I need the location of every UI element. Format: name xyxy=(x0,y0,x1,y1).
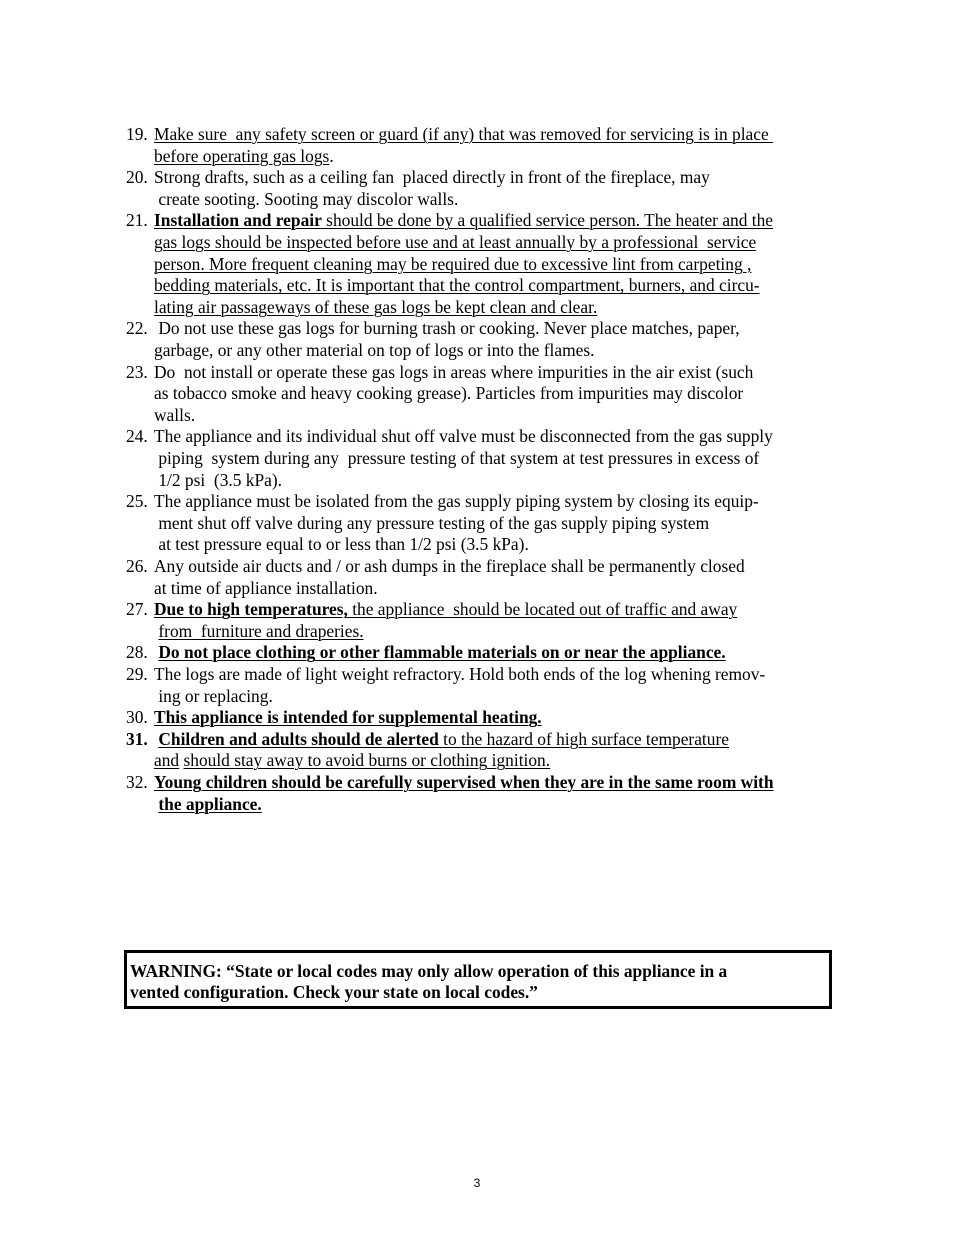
text-segment: Do not install or operate these gas logs in areas where impurities in the air exist (such xyxy=(154,361,754,382)
item-number: 20. xyxy=(126,167,148,188)
item-number: 24. xyxy=(126,426,148,447)
item-text-line xyxy=(154,318,740,339)
item-number: 28. xyxy=(126,642,148,663)
text-segment: as tobacco smoke and heavy cooking grease). Particles from impurities may discolor xyxy=(154,383,744,404)
item-text-line xyxy=(154,362,753,383)
text-segment: . xyxy=(329,145,334,166)
text-segment: should stay away to avoid burns or clothing ignition. xyxy=(183,750,551,771)
item-number: 26. xyxy=(126,556,148,576)
item-text-line xyxy=(154,750,550,771)
text-segment: person. More frequent cleaning may be required due to excessive lint from carpeting , xyxy=(154,253,752,274)
item-number: 25. xyxy=(126,491,148,512)
item-text-line xyxy=(154,794,262,815)
item-text-line xyxy=(154,707,542,728)
item-text-line xyxy=(154,599,737,620)
item-number: 32. xyxy=(126,772,148,792)
text-segment: lating air passageways of these gas logs be kept clean and clear. xyxy=(154,296,598,317)
item-text-line xyxy=(154,297,597,318)
item-text-line xyxy=(154,729,729,750)
text-segment: The appliance must be isolated from the gas supply piping system by closing its equip- xyxy=(154,491,759,512)
text-segment: Due to high temperatures, xyxy=(154,599,348,620)
text-segment: Make sure any safety screen or guard (if any) that was removed for servicing is in place xyxy=(154,124,774,144)
item-text-line xyxy=(154,383,743,404)
text-segment: Children and adults should de alerted xyxy=(158,728,439,749)
text-segment: 1/2 psi (3.5 kPa). xyxy=(154,469,283,490)
item-text-line xyxy=(154,556,745,577)
text-segment: should be done by a qualified service person. The heater and the xyxy=(321,210,774,231)
text-segment: This appliance is intended for supplemental heating. xyxy=(154,707,542,728)
item-text-line xyxy=(154,491,759,512)
item-text-line xyxy=(154,621,364,642)
item-text-line xyxy=(154,642,726,663)
text-segment: from furniture and draperies. xyxy=(158,620,364,641)
text-segment: garbage, or any other material on top of logs or into the flames. xyxy=(154,340,595,360)
item-text-line xyxy=(154,254,751,275)
warning-line-1: WARNING: “State or local codes may only allow operation of this appliance in a xyxy=(130,961,728,981)
text-segment: at test pressure equal to or less than 1/2 psi (3.5 kPa). xyxy=(154,534,529,555)
text-segment: ing or replacing. xyxy=(154,685,273,706)
item-text-line xyxy=(154,189,458,210)
item-text-line xyxy=(154,167,710,188)
text-segment: the appliance. xyxy=(158,793,262,814)
text-segment: gas logs should be inspected before use and at least annually by a professional service xyxy=(154,232,757,252)
item-text-line xyxy=(154,340,594,361)
item-text-line xyxy=(154,686,273,707)
page-number: 3 xyxy=(473,1176,481,1190)
text-segment: the appliance should be located out of traffic and away xyxy=(347,599,738,620)
text-segment: walls. xyxy=(154,404,196,425)
text-segment: create sooting. Sooting may discolor walls. xyxy=(154,188,459,209)
text-segment: Strong drafts, such as a ceiling fan placed directly in front of the fireplace, may xyxy=(154,167,710,188)
item-text-line xyxy=(154,664,765,685)
text-segment: The logs are made of light weight refractory. Hold both ends of the log whening remov- xyxy=(154,664,766,684)
text-segment: Young children should be carefully supervised when they are in the same room with xyxy=(154,772,774,792)
item-text-line xyxy=(154,275,760,296)
item-number: 23. xyxy=(126,361,148,382)
item-number: 31. xyxy=(126,728,148,749)
item-text-line xyxy=(154,534,529,555)
item-text-line xyxy=(154,124,773,145)
text-segment: bedding materials, etc. It is important that the control compartment, burners, and circu- xyxy=(154,275,760,296)
item-text-line xyxy=(154,772,774,793)
item-number: 30. xyxy=(126,707,148,728)
item-text-line xyxy=(154,448,759,469)
text-segment: piping system during any pressure testing of that system at test pressures in excess of xyxy=(154,448,760,468)
item-number: 29. xyxy=(126,664,148,684)
text-segment: and xyxy=(154,750,180,771)
item-text-line xyxy=(154,513,709,534)
text-segment: to the hazard of high surface temperature xyxy=(438,728,729,749)
text-segment: before operating gas logs xyxy=(154,145,330,166)
item-text-line xyxy=(154,210,773,231)
text-segment: ment shut off valve during any pressure testing of the gas supply piping system xyxy=(154,512,710,533)
item-number: 27. xyxy=(126,599,148,620)
item-text-line xyxy=(154,470,282,491)
item-text-line xyxy=(154,146,334,167)
item-number: 19. xyxy=(126,124,148,144)
item-number: 22. xyxy=(126,318,148,339)
warning-box xyxy=(124,950,832,1009)
item-text-line xyxy=(154,426,773,447)
text-segment: Do not use these gas logs for burning trash or cooking. Never place matches, paper, xyxy=(154,318,740,339)
text-segment: The appliance and its individual shut off valve must be disconnected from the gas supply xyxy=(154,426,773,447)
text-segment: Any outside air ducts and / or ash dumps in the fireplace shall be permanently closed xyxy=(154,556,745,576)
item-text-line xyxy=(154,232,756,253)
item-number: 21. xyxy=(126,210,148,231)
text-segment: Do not place clothing or other flammable materials on or near the appliance. xyxy=(158,642,726,663)
text-segment: at time of appliance installation. xyxy=(154,577,378,598)
text-segment: Installation and repair xyxy=(154,210,322,231)
item-text-line xyxy=(154,405,195,426)
warning-line-2: vented configuration. Check your state on local codes.” xyxy=(130,982,538,1002)
item-text-line xyxy=(154,578,378,599)
